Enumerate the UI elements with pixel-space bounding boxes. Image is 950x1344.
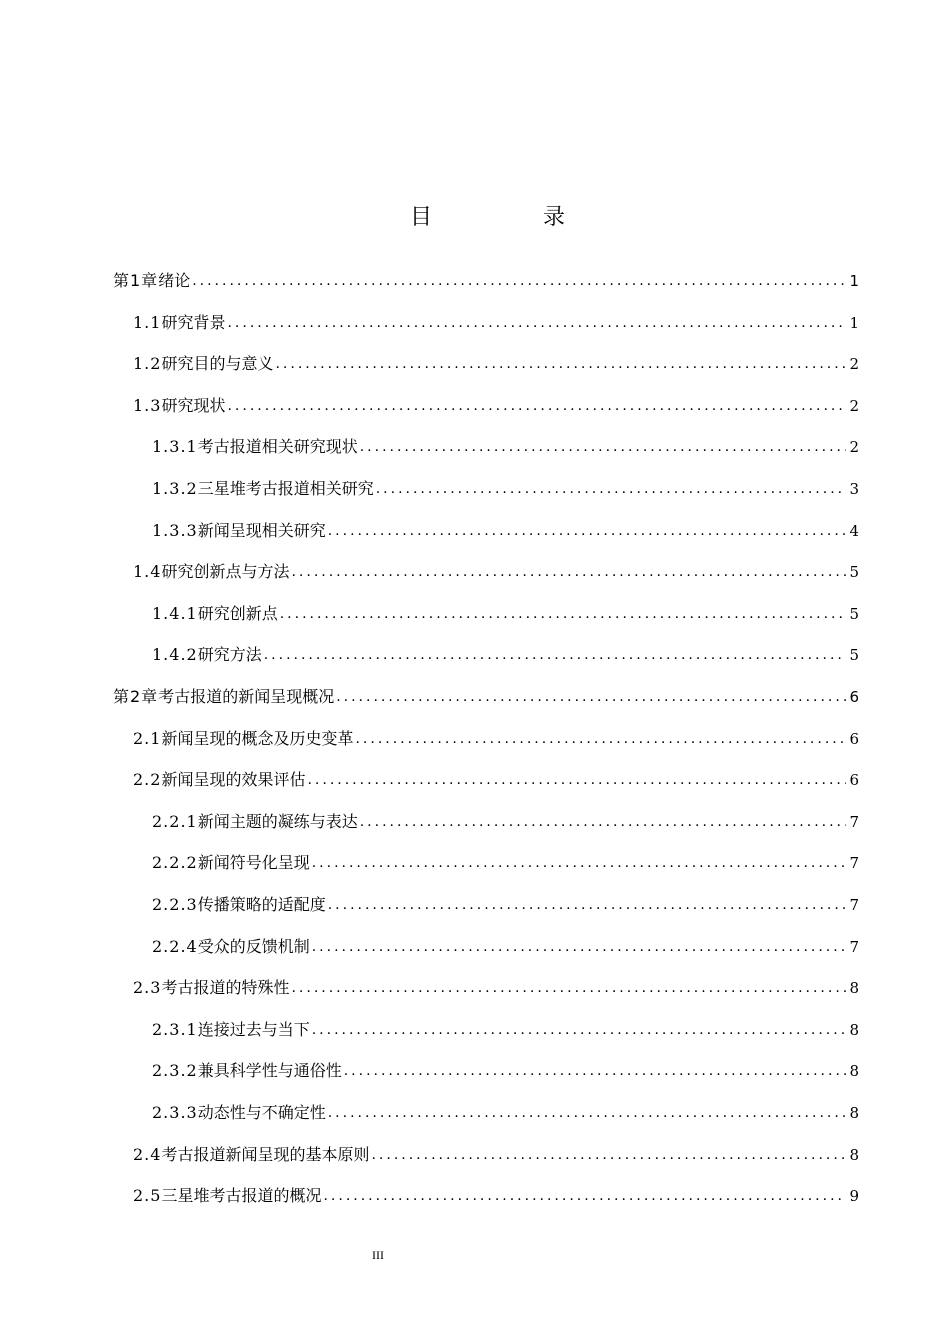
toc-entry-number: 第1章 [113,271,159,290]
toc-entry-number: 2.4 [133,1144,162,1164]
toc-dot-leader [312,851,847,875]
toc-entry-number: 1.3 [133,395,162,415]
toc-entry-number: 2.2.4 [152,936,198,956]
toc-dot-leader [312,1018,847,1042]
toc-dot-leader [336,685,846,709]
toc-entry-page-number: 6 [849,771,859,790]
toc-entry[interactable] [133,311,859,335]
page-number-footer: III [372,1248,384,1262]
toc-entry-title: 新闻符号化呈现 [197,853,310,873]
toc-entry[interactable] [133,976,859,1000]
toc-entry-title: 考古报道新闻呈现的基本原则 [161,1144,370,1164]
toc-entry-number: 第2章 [113,687,159,706]
toc-entry-page-number: 2 [849,355,859,374]
toc-entry-page-number: 8 [849,979,859,998]
toc-dot-leader [275,352,846,376]
toc-entry-number: 2.3.1 [152,1019,198,1039]
toc-entry[interactable] [133,1184,859,1208]
toc-entry[interactable] [152,893,859,917]
toc-entry-title: 研究创新点 [197,603,278,623]
toc-dot-leader [376,477,847,501]
toc-entry-number: 2.3 [133,978,162,998]
toc-dot-leader [328,519,847,543]
toc-entry[interactable] [133,768,859,792]
toc-entry-page-number: 8 [849,1062,859,1081]
toc-entry-page-number: 1 [849,272,859,290]
toc-entry-page-number: 6 [849,688,859,706]
toc-entry[interactable] [152,1018,859,1042]
toc-heading: 目 录 [410,205,617,230]
toc-dot-leader [328,893,847,917]
toc-dot-leader [328,1101,847,1125]
toc-entry-title: 动态性与不确定性 [197,1103,326,1122]
toc-entry-number: 1.4.1 [152,603,198,623]
toc-dot-leader [227,394,846,418]
toc-entry-page-number: 6 [849,729,859,748]
toc-entry-number: 2.2 [133,770,162,790]
toc-entry-title: 新闻呈现的效果评估 [161,770,306,790]
toc-entry-title: 考古报道相关研究现状 [197,437,358,457]
toc-entry-number: 2.3.2 [152,1061,198,1081]
toc-entry[interactable] [113,269,859,293]
toc-entry-title: 研究创新点与方法 [161,562,290,582]
toc-entry-page-number: 2 [849,438,859,457]
toc-entry[interactable] [152,1059,859,1083]
toc-entry-page-number: 4 [849,521,859,540]
toc-entry-page-number: 7 [849,896,859,914]
toc-entry-title: 考古报道的特殊性 [161,978,290,998]
toc-entry-title: 研究目的与意义 [161,354,274,374]
toc-entry-page-number: 8 [849,1104,859,1122]
toc-entry[interactable] [152,851,859,875]
toc-entry-number: 2.2.1 [152,811,198,831]
toc-entry[interactable] [113,685,859,709]
toc-dot-leader [192,269,846,293]
toc-dot-leader [312,935,847,959]
toc-entry[interactable] [152,1101,859,1125]
toc-entry-title: 三星堆考古报道相关研究 [197,479,374,498]
toc-dot-leader [291,976,846,1000]
toc-dot-leader [227,311,846,335]
toc-entry-number: 1.3.2 [152,479,198,498]
toc-entry-page-number: 5 [849,604,859,623]
toc-dot-leader [371,1143,846,1167]
toc-dot-leader [307,768,846,792]
toc-dot-leader [344,1059,847,1083]
toc-entry[interactable] [133,394,859,418]
toc-entry-page-number: 7 [849,937,859,956]
toc-entry-page-number: 1 [849,313,859,332]
toc-entry[interactable] [133,352,859,376]
toc-entry[interactable] [152,602,859,626]
toc-entry-page-number: 9 [849,1187,859,1206]
toc-entry-number: 1.4.2 [152,645,198,665]
toc-entry[interactable] [152,935,859,959]
toc-entry-page-number: 5 [849,646,859,665]
toc-entry-title: 新闻主题的凝练与表达 [197,811,358,831]
toc-entry[interactable] [152,435,859,459]
toc-entry-number: 2.1 [133,728,162,748]
toc-entry[interactable] [133,727,859,751]
toc-entry-title: 受众的反馈机制 [197,936,310,956]
toc-entry-number: 1.1 [133,312,162,332]
toc-entry[interactable] [133,560,859,584]
toc-entry[interactable] [152,477,859,501]
toc-entry-title: 绪论 [158,271,191,290]
toc-entry-page-number: 5 [849,563,859,582]
toc-entry[interactable] [133,1143,859,1167]
toc-entry-page-number: 8 [849,1145,859,1164]
toc-entry-title: 兼具科学性与通俗性 [197,1061,342,1081]
toc-dot-leader [291,560,846,584]
toc-entry-title: 新闻呈现相关研究 [197,520,326,540]
toc-entry-page-number: 8 [849,1020,859,1039]
toc-entry-title: 研究方法 [197,645,262,665]
toc-entry-title: 三星堆考古报道的概况 [161,1186,322,1206]
toc-entry-title: 研究现状 [161,395,226,415]
toc-entry-title: 连接过去与当下 [197,1019,310,1039]
toc-entry-title: 研究背景 [161,312,226,332]
toc-dot-leader [360,435,847,459]
toc-entry-page-number: 2 [849,396,859,415]
toc-dot-leader [323,1184,846,1208]
toc-entry-page-number: 7 [849,812,859,831]
toc-entry-number: 2.2.3 [152,895,198,914]
toc-entry-title: 传播策略的适配度 [197,895,326,914]
toc-dot-leader [264,643,847,667]
toc-dot-leader [360,810,847,834]
toc-entry-number: 2.2.2 [152,853,198,873]
toc-dot-leader [355,727,846,751]
toc-entry-title: 新闻呈现的概念及历史变革 [161,728,354,748]
toc-entry-number: 1.4 [133,562,162,582]
toc-entry-number: 1.3.1 [152,437,198,457]
toc-entry-number: 2.3.3 [152,1103,198,1122]
toc-entry-page-number: 7 [849,854,859,873]
toc-entry-number: 2.5 [133,1186,162,1206]
toc-entry[interactable] [152,519,859,543]
toc-entry-number: 1.3.3 [152,520,198,540]
toc-entry[interactable] [152,643,859,667]
toc-entry-page-number: 3 [849,480,859,498]
toc-dot-leader [280,602,847,626]
toc-entry-number: 1.2 [133,354,162,374]
toc-entry[interactable] [152,810,859,834]
toc-entry-title: 考古报道的新闻呈现概况 [158,687,335,706]
